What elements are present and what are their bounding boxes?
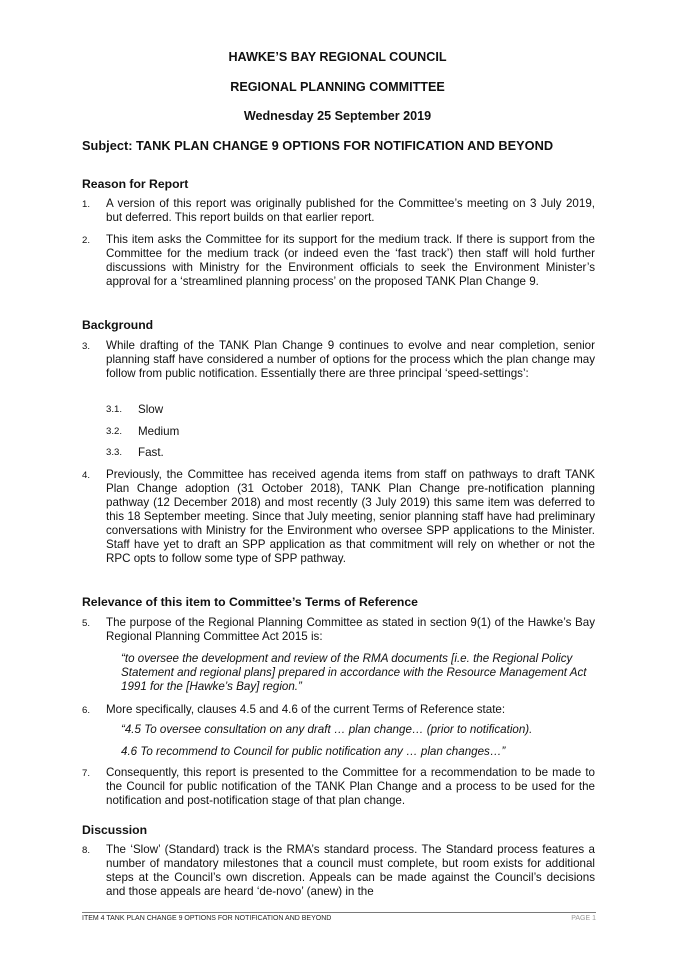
paragraph-number: 6. (82, 705, 91, 716)
section-heading-background: Background (82, 318, 154, 332)
quote-purpose: “to oversee the development and review of the RMA documents [i.e. the Regional Policy Statement and regional plans] prepared in accordance with the Resource Management Act 1991 for the [Hawke’s Bay] region.” (121, 652, 587, 693)
quote-clause-4-6: 4.6 To recommend to Council for public notification any … plan changes…” (121, 745, 506, 758)
paragraph-text: More specifically, clauses 4.5 and 4.6 of the current Terms of Reference state: (106, 703, 506, 716)
paragraph-text: The ‘Slow’ (Standard) track is the RMA’s standard process. The Standard process features a number of mandatory milestones that a council must complete, but room exists for additional steps at the Council’s own discretion. Appeals can be made against the Council’s decisions and those appeals are heard ‘de-novo’ (anew) in the (106, 843, 595, 898)
paragraph-number: 1. (82, 199, 91, 210)
list-item-3-3 (106, 446, 164, 459)
paragraph-number: 2. (82, 235, 91, 246)
subject-line: Subject: TANK PLAN CHANGE 9 OPTIONS FOR NOTIFICATION AND BEYOND (82, 138, 554, 153)
paragraph-8 (82, 843, 595, 899)
paragraph-5 (82, 616, 595, 644)
paragraph-text: Consequently, this report is presented to the Committee for a recommendation to be made to the Council for public notification of the TANK Plan Change and a process to be used for the notification and post-notification stage of that plan change. (106, 766, 595, 807)
paragraph-number: 7. (82, 768, 91, 779)
section-heading-reason: Reason for Report (82, 177, 189, 191)
paragraph-text: A version of this report was originally published for the Committee’s meeting on 3 July 2019, but deferred. This report builds on that earlier report. (106, 197, 595, 224)
list-text: Medium (138, 425, 180, 438)
list-text: Slow (138, 403, 164, 416)
paragraph-number: 3. (82, 341, 91, 352)
paragraph-6 (82, 703, 595, 717)
paragraph-number: 4. (82, 470, 91, 481)
committee-title: REGIONAL PLANNING COMMITTEE (230, 80, 445, 94)
list-item-3-2 (106, 425, 179, 438)
meeting-date: Wednesday 25 September 2019 (243, 109, 432, 123)
paragraph-text: While drafting of the TANK Plan Change 9 continues to evolve and near completion, senior planning staff have considered a number of options for the process which the plan change may follow from public notification. Essentially there are three principal ‘speed-settings’: (106, 339, 595, 380)
paragraph-text: The purpose of the Regional Planning Committee as stated in section 9(1) of the Hawke’s Bay Regional Planning Committee Act 2015 is: (106, 616, 595, 643)
list-number: 3.3. (106, 447, 123, 458)
paragraph-1 (82, 197, 595, 225)
paragraph-7 (82, 766, 595, 808)
footer-item-title: ITEM 4 TANK PLAN CHANGE 9 OPTIONS FOR NOTIFICATION AND BEYOND (82, 915, 332, 922)
paragraph-2 (82, 233, 595, 289)
list-number: 3.1. (106, 404, 123, 415)
paragraph-text: Previously, the Committee has received agenda items from staff on pathways to draft TANK Plan Change adoption (31 October 2018), TANK Plan Change pre-notification planning pathway (12 December 2018) and most recently (3 July 2019) this same item was deferred to this 18 September meeting. Since that July meeting, senior planning staff have had preliminary conversations with Ministry for the Environment who oversee SPP applications to the Minister. Staff have yet to draft an SPP application as that commitment will rely on whether or not the RPC opts to follow some type of SPP pathway. (106, 468, 595, 565)
footer-page-number: PAGE 1 (571, 915, 596, 922)
org-title: HAWKE’S BAY REGIONAL COUNCIL (228, 50, 447, 64)
list-text: Fast. (138, 446, 164, 459)
quote-clause-4-5: “4.5 To oversee consultation on any draft … plan change… (prior to notification). (121, 723, 533, 736)
paragraph-number: 8. (82, 845, 91, 856)
paragraph-4 (82, 468, 595, 566)
paragraph-text: This item asks the Committee for its support for the medium track. If there is support from the Committee for the medium track (or indeed even the ‘fast track’) then staff will hold further discussions with Ministry for the Environment officials to seek the Environment Minister’s approval for a ‘streamlined planning process’ on the proposed TANK Plan Change 9. (106, 233, 595, 288)
list-item-3-1 (106, 403, 163, 416)
paragraph-number: 5. (82, 618, 91, 629)
paragraph-3 (82, 339, 595, 381)
section-heading-discussion: Discussion (82, 823, 148, 837)
list-number: 3.2. (106, 426, 123, 437)
footer-divider (82, 912, 596, 913)
section-heading-relevance: Relevance of this item to Committee’s Terms of Reference (82, 595, 418, 609)
